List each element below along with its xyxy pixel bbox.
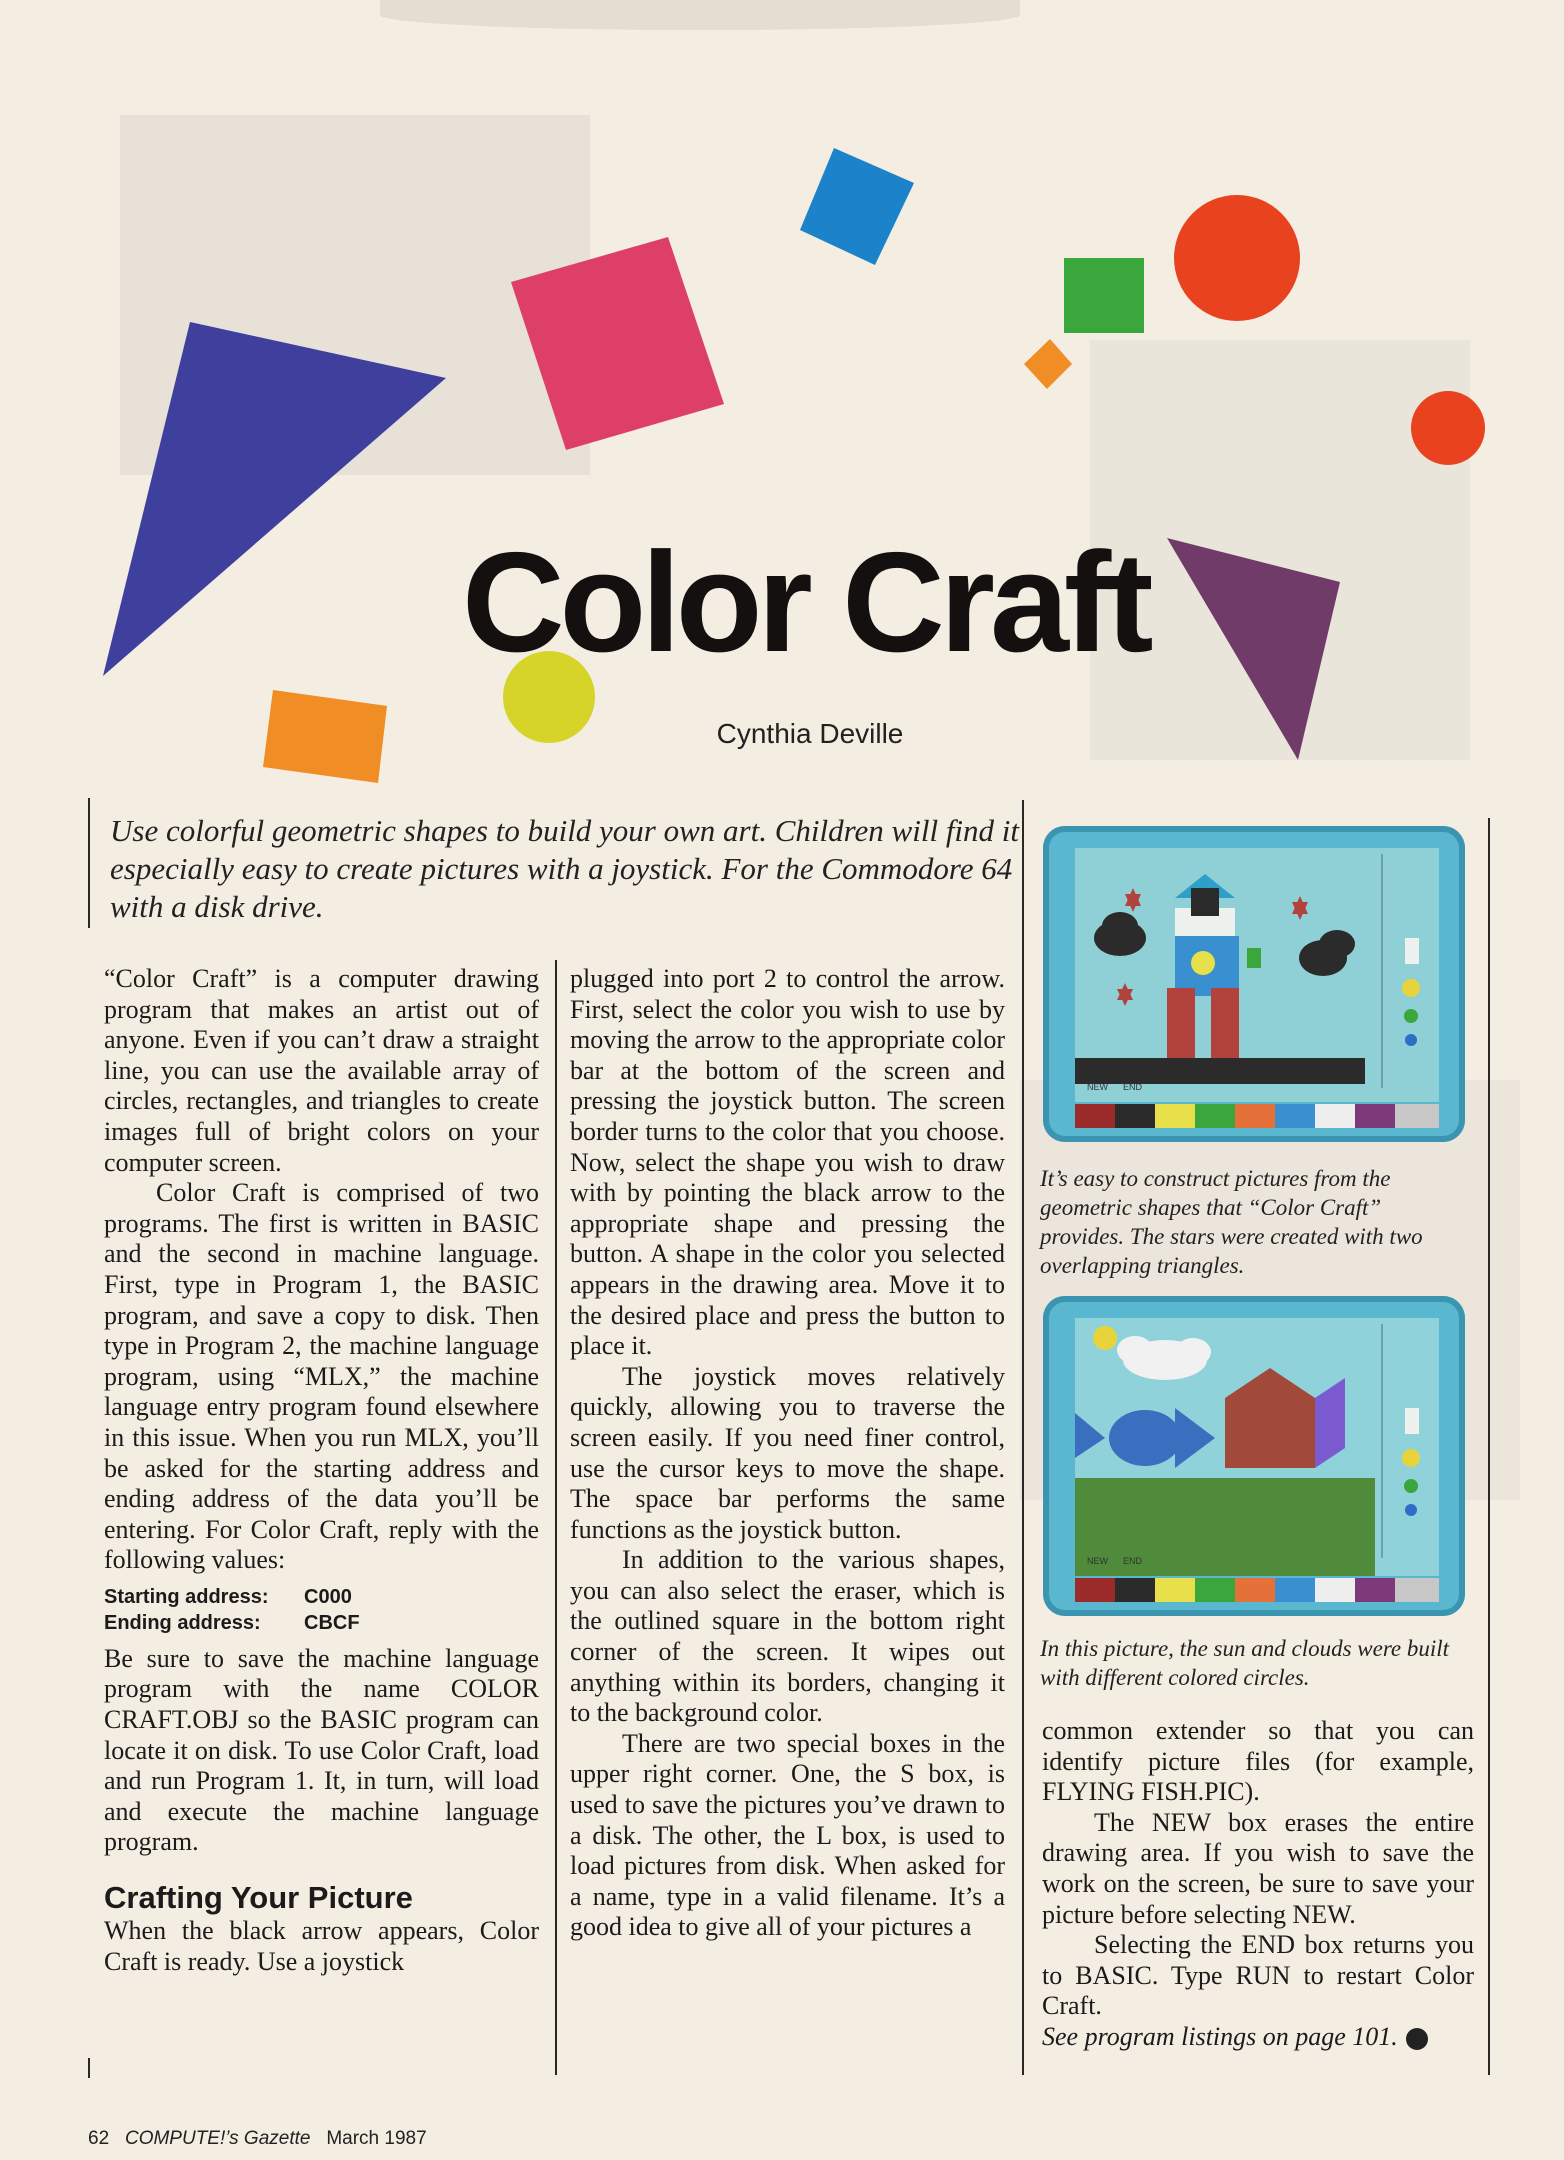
purple-triangle bbox=[1167, 538, 1340, 760]
col3-paragraph-3: Selecting the END box returns you to BASIC. Type RUN to restart Color Craft. bbox=[1042, 1930, 1474, 2021]
col1-paragraph-3: Be sure to save the machine language program with the name COLOR CRAFT.OBJ so the BASIC program can locate it on disk. To use Color Craft, load and run Program 1. It, in turn, will load and execute the machine language program. bbox=[104, 1643, 539, 1857]
screenshot-fish bbox=[1043, 1296, 1465, 1616]
small-orange-diamond bbox=[1024, 339, 1072, 389]
col3-paragraph-1: common extender so that you can identify picture files (for example, FLYING FISH.PIC). bbox=[1042, 1716, 1474, 1807]
blue-triangle bbox=[103, 322, 446, 676]
column-3 bbox=[1042, 1716, 1474, 2053]
robot-drawing bbox=[1075, 848, 1439, 1102]
robot-end-label: END bbox=[1123, 1082, 1143, 1092]
fish-end-label: END bbox=[1123, 1556, 1143, 1566]
closing-line bbox=[1042, 2022, 1474, 2053]
column-rule-2-3 bbox=[1022, 800, 1024, 2075]
issue-date: March 1987 bbox=[326, 2128, 427, 2149]
col2-paragraph-4: There are two special boxes in the upper right corner. One, the S box, is used to save the pictures you’ve drawn to a disk. The other, the L box, is used to load pictures from disk. When asked for a name, type in a valid filename. It’s a good idea to give all of your pictures a bbox=[570, 1728, 1005, 1942]
robot-new-label: NEW bbox=[1087, 1082, 1108, 1092]
orange-circle-small bbox=[1411, 391, 1485, 465]
magenta-square bbox=[511, 237, 724, 450]
caption-fish: In this picture, the sun and clouds were built with different colored circles. bbox=[1040, 1636, 1450, 1690]
column-1 bbox=[104, 964, 539, 1977]
screenshot-robot bbox=[1043, 826, 1465, 1142]
col2-paragraph-2: The joystick moves relatively quickly, allowing you to traverse the screen easily. If you need finer control, use the cursor keys to move the shape. The space bar performs the same functions as the joystick button. bbox=[570, 1361, 1005, 1544]
deck-text: Use colorful geometric shapes to build your own art. Children will find it especially easy to create pictures with a joystick. For the Commodore 64 with a disk drive. bbox=[110, 813, 1020, 924]
article-title: Color Craft bbox=[462, 523, 1149, 682]
section-heading: Crafting Your Picture bbox=[104, 1880, 413, 1916]
fish-color-bar bbox=[1075, 1578, 1439, 1602]
robot-color-bar bbox=[1075, 1104, 1439, 1128]
magazine-name: COMPUTE!’s Gazette bbox=[124, 2128, 311, 2149]
orange-circle-large bbox=[1174, 195, 1300, 321]
page-footer bbox=[88, 2128, 427, 2150]
col2-paragraph-3: In addition to the various shapes, you can also select the eraser, which is the outlined square in the bottom right corner of the screen. It wipes out anything within its borders, changing it to the background color. bbox=[570, 1545, 1005, 1728]
shapes-illustration bbox=[0, 0, 1564, 820]
col1-paragraph-2: Color Craft is comprised of two programs. The first is written in BASIC and the second in machine language. First, type in Program 1, the BASIC program, and save a copy to disk. Then type in Program 2, the machine language program, using “MLX,” the machine language entry program found elsewhere in this issue. When you run MLX, you’ll be asked for the starting address and ending address of the data you’ll be entering. For Color Craft, reply with the following values: bbox=[104, 1178, 539, 1575]
column-rule-left bbox=[88, 2058, 90, 2078]
deck-rule-left bbox=[88, 798, 90, 928]
end-address-label: Ending address: bbox=[104, 1611, 261, 1634]
start-address-label: Starting address: bbox=[104, 1585, 269, 1608]
page-number: 62 bbox=[88, 2128, 110, 2149]
caption-robot: It’s easy to construct pictures from the geometric shapes that “Color Craft” provides. The stars were created with two overlapping triangles. bbox=[1040, 1166, 1423, 1278]
col1-paragraph-1: “Color Craft” is a computer drawing program that makes an artist out of anyone. Even if you can’t draw a straight line, you can use the available array of circles, rectangles, and triangles to create images full of bright colors on your computer screen. bbox=[104, 964, 539, 1177]
end-mark-icon bbox=[1406, 2028, 1428, 2050]
fish-drawing bbox=[1075, 1318, 1439, 1576]
column-rule-1-2 bbox=[555, 960, 557, 2075]
col2-paragraph-1: plugged into port 2 to control the arrow. First, select the color you wish to use by moving the arrow to the appropriate color bar at the bottom of the screen and pressing the joystick button. The screen border turns to the color that you choose. Now, select the shape you wish to draw with by pointing the black arrow to the appropriate shape and pressing the button. A shape in the color you selected appears in the drawing area. Move it to the desired place and press the button to place it. bbox=[570, 964, 1005, 1361]
col3-paragraph-2: The NEW box erases the entire drawing area. If you wish to save the work on the screen, be sure to save your picture before selecting NEW. bbox=[1042, 1807, 1474, 1929]
address-block bbox=[104, 1584, 539, 1636]
fish-new-label: NEW bbox=[1087, 1556, 1108, 1566]
program-listings-note: See program listings on page 101. bbox=[1042, 2021, 1398, 2051]
col1-paragraph-4: When the black arrow appears, Color Craft is ready. Use a joystick bbox=[104, 1916, 539, 1976]
author-byline: Cynthia Deville bbox=[716, 718, 904, 749]
column-2 bbox=[570, 964, 1005, 1943]
end-address-value: CBCF bbox=[304, 1611, 360, 1634]
column-rule-right bbox=[1488, 818, 1490, 2075]
start-address-value: C000 bbox=[304, 1585, 352, 1608]
cyan-square bbox=[800, 148, 914, 265]
orange-rectangle bbox=[263, 690, 387, 783]
green-square bbox=[1064, 258, 1144, 333]
